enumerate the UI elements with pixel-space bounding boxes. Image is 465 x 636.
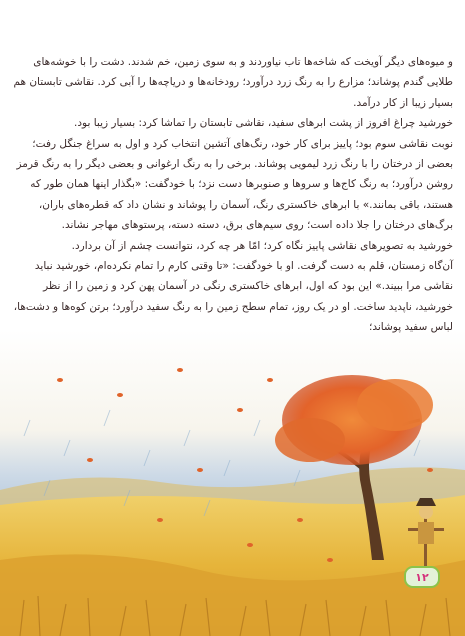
paragraph-sun-watches-autumn: خورشید به تصویرهای نقاشی پاییز نگاه کرد؛ امّا هر چه کرد، نتوانست چشم از آن بردارد. xyxy=(71,239,453,252)
story-text xyxy=(12,52,453,338)
paragraph-autumn-painting: نوبت نقاشی سوم بود؛ پاییز برای کار خود، رنگ‌های آتشین انتخاب کرد و اول به سراغ جنگل رفت؛ بعضی از درختان را با رنگ زرد لیمویی پوشاند. برخی را به رنگ ارغوانی و بعضی دیگر را به رنگ قرمز روشن درآورد؛ به رنگ کاج‌ها و سروها و صنوبرها دست نزد؛ با خودگفت: «بگذار اینها همان طور که هستند، باقی بمانند.» با ابرهای خاکستری رنگ، آسمان را پوشاند و نشان داد که قطره‌های باران، برگ‌های درختان را جلا داده است؛ روی سیم‌های برق، دسته دسته، پرستوهای مهاجر نشاند. xyxy=(16,137,453,232)
paragraph-winter-painting: آن‌گاه زمستان، قلم به دست گرفت. او با خودگفت: «تا وقتی کارم را تمام نکرده‌ام، خورشید نباید نقاشی مرا ببیند.» این بود که اول، ابرهای خاکستری رنگی در آسمان پهن کرد و زمین را از نظر خورشید، ناپدید ساخت. او در یک روز، تمام سطح زمین را به رنگ سفید درآورد؛ برتن کوه‌ها و دشت‌ها، لباس سفید پوشاند؛ xyxy=(13,260,453,334)
paragraph-sun-watches-summer: خورشید چراغ افروز از پشت ابرهای سفید، نقاشی تابستان را تماشا کرد: بسیار زیبا بود. xyxy=(74,117,453,130)
paragraph-summer-painting: و میوه‌های دیگر آویخت که شاخه‌ها تاب نیاوردند و به سوی زمین، خم شدند. دشت را با خوشه‌های طلایی گندم پوشاند؛ مزارع را به رنگ زرد درآورد؛ رودخانه‌ها و دریاچه‌ها را آبی کرد. نقاشی تابستان هم بسیار زیبا از کار درآمد. xyxy=(13,56,453,109)
page-number-badge: ۱۲ xyxy=(404,566,440,588)
